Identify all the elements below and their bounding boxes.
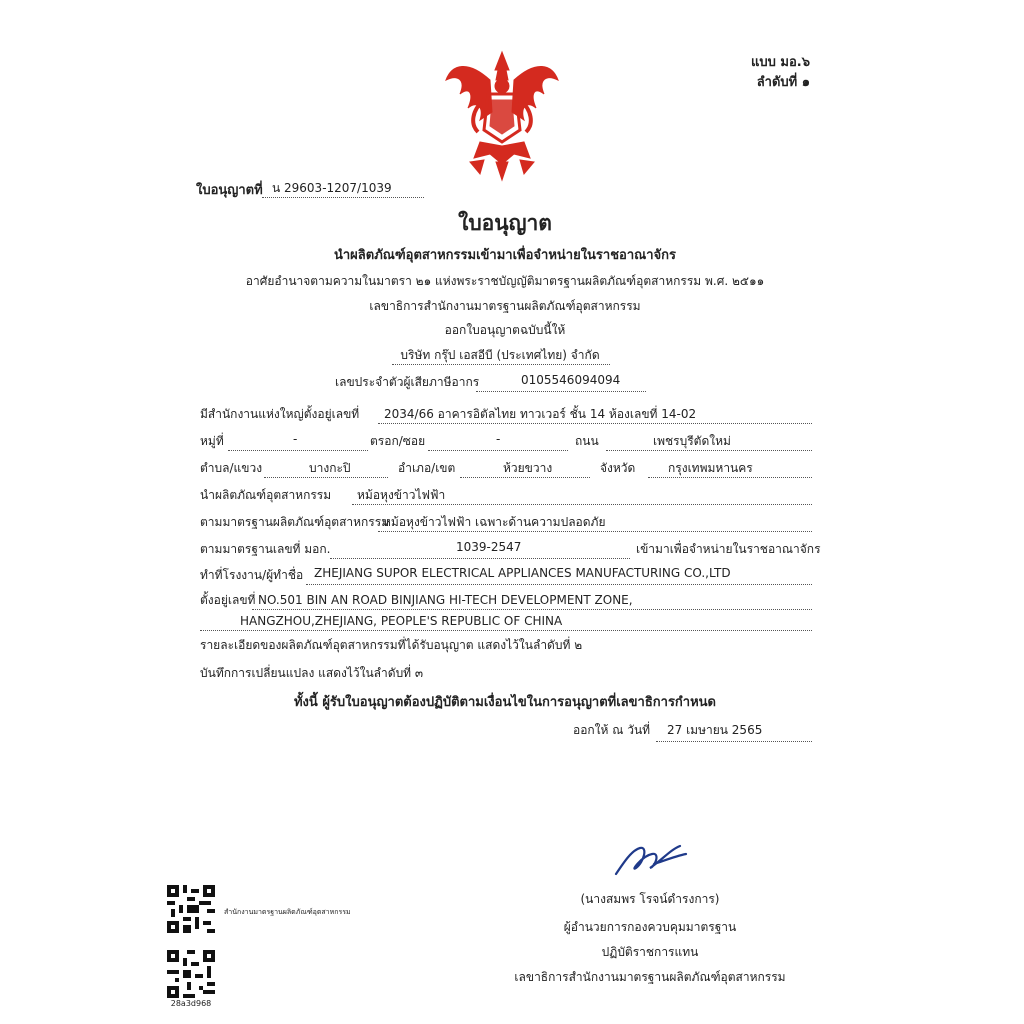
company-name: บริษัท กรุ๊ป เอสอีบี (ประเทศไทย) จำกัด	[400, 348, 600, 362]
office-value: 2034/66 อาคารอิตัลไทย ทาวเวอร์ ชั้น 14 ห้องเลขที่ 14-02	[384, 407, 697, 421]
preamble-line-2: เลขาธิการสำนักงานมาตรฐานผลิตภัณฑ์อุตสาหกรรม	[369, 299, 641, 313]
issued-date: 27 เมษายน 2565	[667, 723, 763, 737]
province-label: จังหวัด	[600, 461, 636, 475]
standard-no-value: 1039-2547	[456, 540, 522, 554]
tax-id-label: เลขประจำตัวผู้เสียภาษีอากร	[335, 375, 480, 389]
road-label: ถนน	[575, 434, 599, 448]
office-label: มีสำนักงานแห่งใหญ่ตั้งอยู่เลขที่	[200, 407, 360, 421]
district-value: ห้วยขวาง	[503, 461, 553, 475]
qr-code-icon	[167, 950, 215, 998]
product-label: นำผลิตภัณฑ์อุตสาหกรรม	[200, 488, 332, 502]
license-no-label: ใบอนุญาตที่	[196, 183, 263, 198]
signatory-office: เลขาธิการสำนักงานมาตรฐานผลิตภัณฑ์อุตสาหกรรม	[514, 970, 786, 984]
factory-address-label: ตั้งอยู่เลขที่	[200, 593, 256, 607]
factory-value: ZHEJIANG SUPOR ELECTRICAL APPLIANCES MANUFACTURING CO.,LTD	[314, 566, 731, 580]
detail-note: รายละเอียดของผลิตภัณฑ์อุตสาหกรรมที่ได้รับอนุญาต แสดงไว้ในลำดับที่ ๒	[200, 638, 583, 652]
moo-label: หมู่ที่	[200, 434, 224, 448]
subdistrict-value: บางกะปิ	[309, 461, 351, 475]
page-title: ใบอนุญาต	[458, 211, 552, 235]
change-note: บันทึกการเปลี่ยนแปลง แสดงไว้ในลำดับที่ ๓	[200, 666, 424, 680]
tax-id-value: 0105546094094	[521, 373, 621, 387]
signatory-position: ผู้อำนวยการกองควบคุมมาตรฐาน	[563, 920, 737, 934]
soi-label: ตรอก/ซอย	[370, 434, 426, 448]
license-no-value: น 29603-1207/1039	[272, 181, 392, 195]
page-order: ลำดับที่ ๑	[756, 75, 810, 90]
factory-address-line-2: HANGZHOU,ZHEJIANG, PEOPLE'S REPUBLIC OF CHINA	[240, 614, 563, 628]
qr-code-icon	[167, 885, 215, 933]
page-subtitle: นำผลิตภัณฑ์อุตสาหกรรมเข้ามาเพื่อจำหน่ายในราชอาณาจักร	[334, 248, 676, 263]
preamble-line-3: ออกใบอนุญาตฉบับนี้ให้	[444, 323, 566, 337]
subdistrict-label: ตำบล/แขวง	[200, 461, 263, 475]
qr-code-text: 28a3d968	[170, 999, 212, 1008]
qr-caption: สำนักงานมาตรฐานผลิตภัณฑ์อุตสาหกรรม	[224, 908, 351, 916]
standard-no-label: ตามมาตรฐานเลขที่ มอก.	[200, 542, 331, 556]
district-label: อำเภอ/เขต	[398, 461, 456, 475]
soi-value: -	[496, 432, 501, 446]
moo-value: -	[293, 432, 298, 446]
factory-label: ทำที่โรงงาน/ผู้ทำชื่อ	[200, 568, 304, 582]
province-value: กรุงเทพมหานคร	[668, 461, 753, 475]
garuda-emblem-icon	[440, 50, 565, 182]
signatory-acting: ปฏิบัติราชการแทน	[601, 945, 699, 959]
signatory-name: (นางสมพร โรจน์ดำรงการ)	[580, 892, 720, 906]
issued-label: ออกให้ ณ วันที่	[573, 723, 651, 737]
signature-image	[610, 842, 690, 878]
road-value: เพชรบุรีตัดใหม่	[653, 434, 731, 448]
factory-address-line-1: NO.501 BIN AN ROAD BINJIANG HI-TECH DEVELOPMENT ZONE,	[258, 593, 633, 607]
product-value: หม้อหุงข้าวไฟฟ้า	[357, 488, 446, 502]
standard-no-suffix: เข้ามาเพื่อจำหน่ายในราชอาณาจักร	[636, 542, 821, 556]
standard-label: ตามมาตรฐานผลิตภัณฑ์อุตสาหกรรม	[200, 515, 390, 529]
preamble-line-1: อาศัยอำนาจตามความในมาตรา ๒๑ แห่งพระราชบัญญัติมาตรฐานผลิตภัณฑ์อุตสาหกรรม พ.ศ. ๒๕๑๑	[245, 274, 765, 288]
condition-text: ทั้งนี้ ผู้รับใบอนุญาตต้องปฏิบัติตามเงื่อนไขในการอนุญาตที่เลขาธิการกำหนด	[293, 695, 716, 710]
standard-value: หม้อหุงข้าวไฟฟ้า เฉพาะด้านความปลอดภัย	[383, 515, 606, 529]
form-code: แบบ มอ.๖	[751, 55, 810, 70]
